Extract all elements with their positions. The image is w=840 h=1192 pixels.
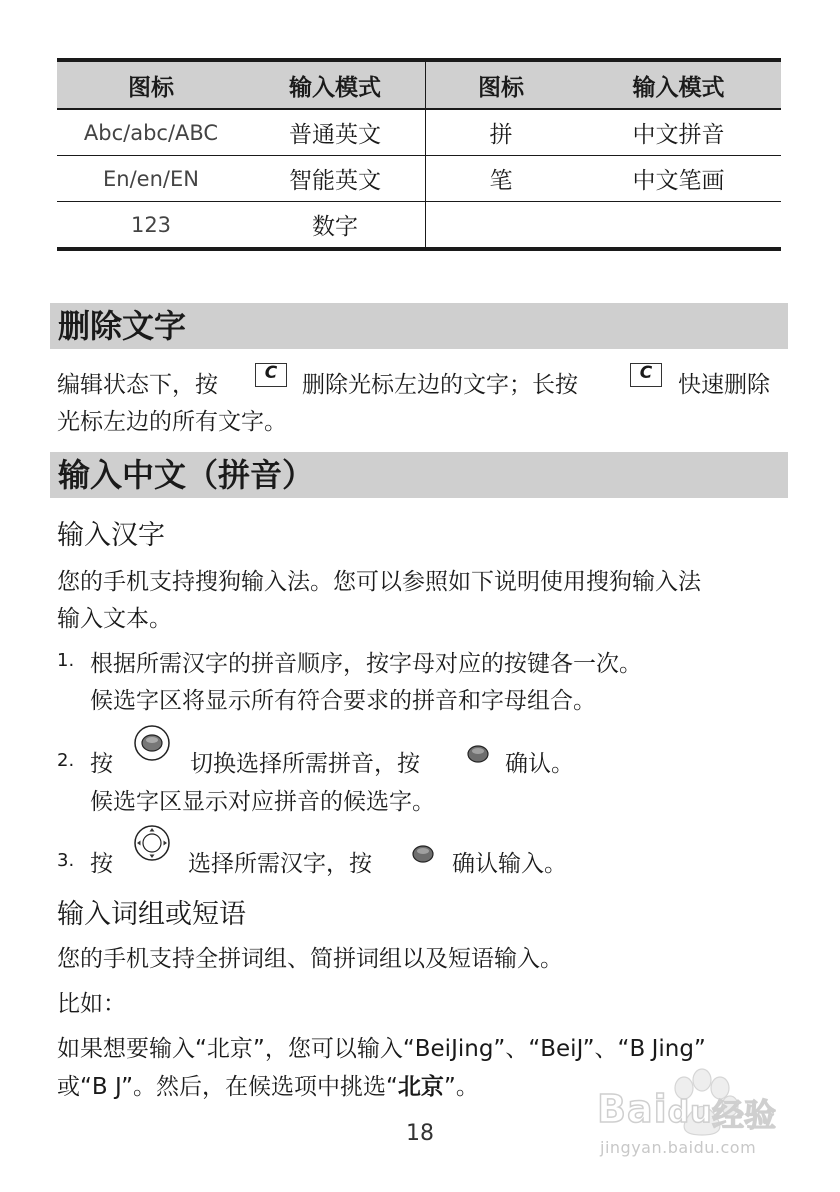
header-mode-2: 输入模式 — [576, 60, 781, 109]
table-cell: En/en/EN — [57, 156, 245, 202]
step-number: 1. — [57, 650, 75, 671]
table-cell — [576, 202, 781, 250]
step-number: 2. — [57, 750, 75, 771]
table-cell: 普通英文 — [245, 109, 426, 156]
example-line2-end: ”。 — [443, 1074, 479, 1100]
step2-line2: 候选字区显示对应拼音的候选字。 — [90, 789, 435, 815]
example-line2 — [57, 1068, 479, 1101]
table-cell: 笔 — [426, 156, 577, 202]
table-row — [57, 109, 781, 156]
phrase-intro: 您的手机支持全拼词组、简拼词组以及短语输入。 — [57, 946, 563, 972]
example-highlight-beijing: 北京 — [397, 1074, 444, 1100]
header-icon-2: 图标 — [426, 60, 577, 109]
header-icon-1: 图标 — [57, 60, 245, 109]
subsection-title-phrases: 输入词组或短语 — [57, 899, 246, 930]
section-title-chinese: 输入中文（拼音） — [50, 452, 788, 498]
example-label: 比如： — [57, 991, 126, 1017]
table-cell: 中文拼音 — [576, 109, 781, 156]
watermark-url: jingyan.baidu.com — [600, 1138, 757, 1157]
intro-line1: 您的手机支持搜狗输入法。您可以参照如下说明使用搜狗输入法 — [57, 569, 701, 595]
clear-key-icon: C — [255, 363, 287, 387]
section-title-delete: 删除文字 — [50, 303, 788, 349]
navigation-4way-key-icon — [133, 824, 171, 862]
step1-line1: 根据所需汉字的拼音顺序，按字母对应的按键各一次。 — [90, 651, 642, 677]
page-number: 18 — [406, 1121, 434, 1146]
delete-text-line2: 光标左边的所有文字。 — [57, 409, 287, 435]
step3-text: 选择所需汉字，按 — [188, 851, 372, 877]
table-header-row — [57, 60, 781, 109]
step3-confirm: 确认输入。 — [452, 851, 567, 877]
delete-text-part2: 删除光标左边的文字；长按 — [302, 372, 578, 398]
step3-press: 按 — [90, 851, 113, 877]
navigation-key-icon — [133, 724, 171, 762]
subsection-title-hanzi: 输入汉字 — [57, 520, 165, 551]
watermark-logo-text: Baidu — [597, 1087, 713, 1131]
step2-press: 按 — [90, 751, 113, 777]
step2-text: 切换选择所需拼音，按 — [190, 751, 420, 777]
step-number: 3. — [57, 850, 75, 871]
example-line2-start: 或“B J”。然后，在候选项中挑选“ — [57, 1074, 398, 1100]
example-line1: 如果想要输入“北京”，您可以输入“BeiJing”、“BeiJ”、“B Jing” — [57, 1036, 706, 1062]
table-cell: 拼 — [426, 109, 577, 156]
ok-key-icon — [467, 745, 489, 763]
table-cell: 中文笔画 — [576, 156, 781, 202]
header-mode-1: 输入模式 — [245, 60, 426, 109]
step2-confirm: 确认。 — [505, 751, 574, 777]
table-cell: 数字 — [245, 202, 426, 250]
step1-line2: 候选字区将显示所有符合要求的拼音和字母组合。 — [90, 688, 596, 714]
table-cell — [426, 202, 577, 250]
table-cell: Abc/abc/ABC — [57, 109, 245, 156]
ok-key-icon — [412, 845, 434, 863]
table-cell: 123 — [57, 202, 245, 250]
table-cell: 智能英文 — [245, 156, 426, 202]
delete-text-part1: 编辑状态下，按 — [57, 372, 218, 398]
table-row — [57, 156, 781, 202]
clear-key-icon: C — [630, 363, 662, 387]
watermark-cn-text: 经验 — [712, 1096, 777, 1134]
delete-text-part3: 快速删除 — [678, 372, 770, 398]
intro-line2: 输入文本。 — [57, 606, 172, 632]
input-mode-table — [57, 58, 781, 251]
table-row — [57, 202, 781, 250]
